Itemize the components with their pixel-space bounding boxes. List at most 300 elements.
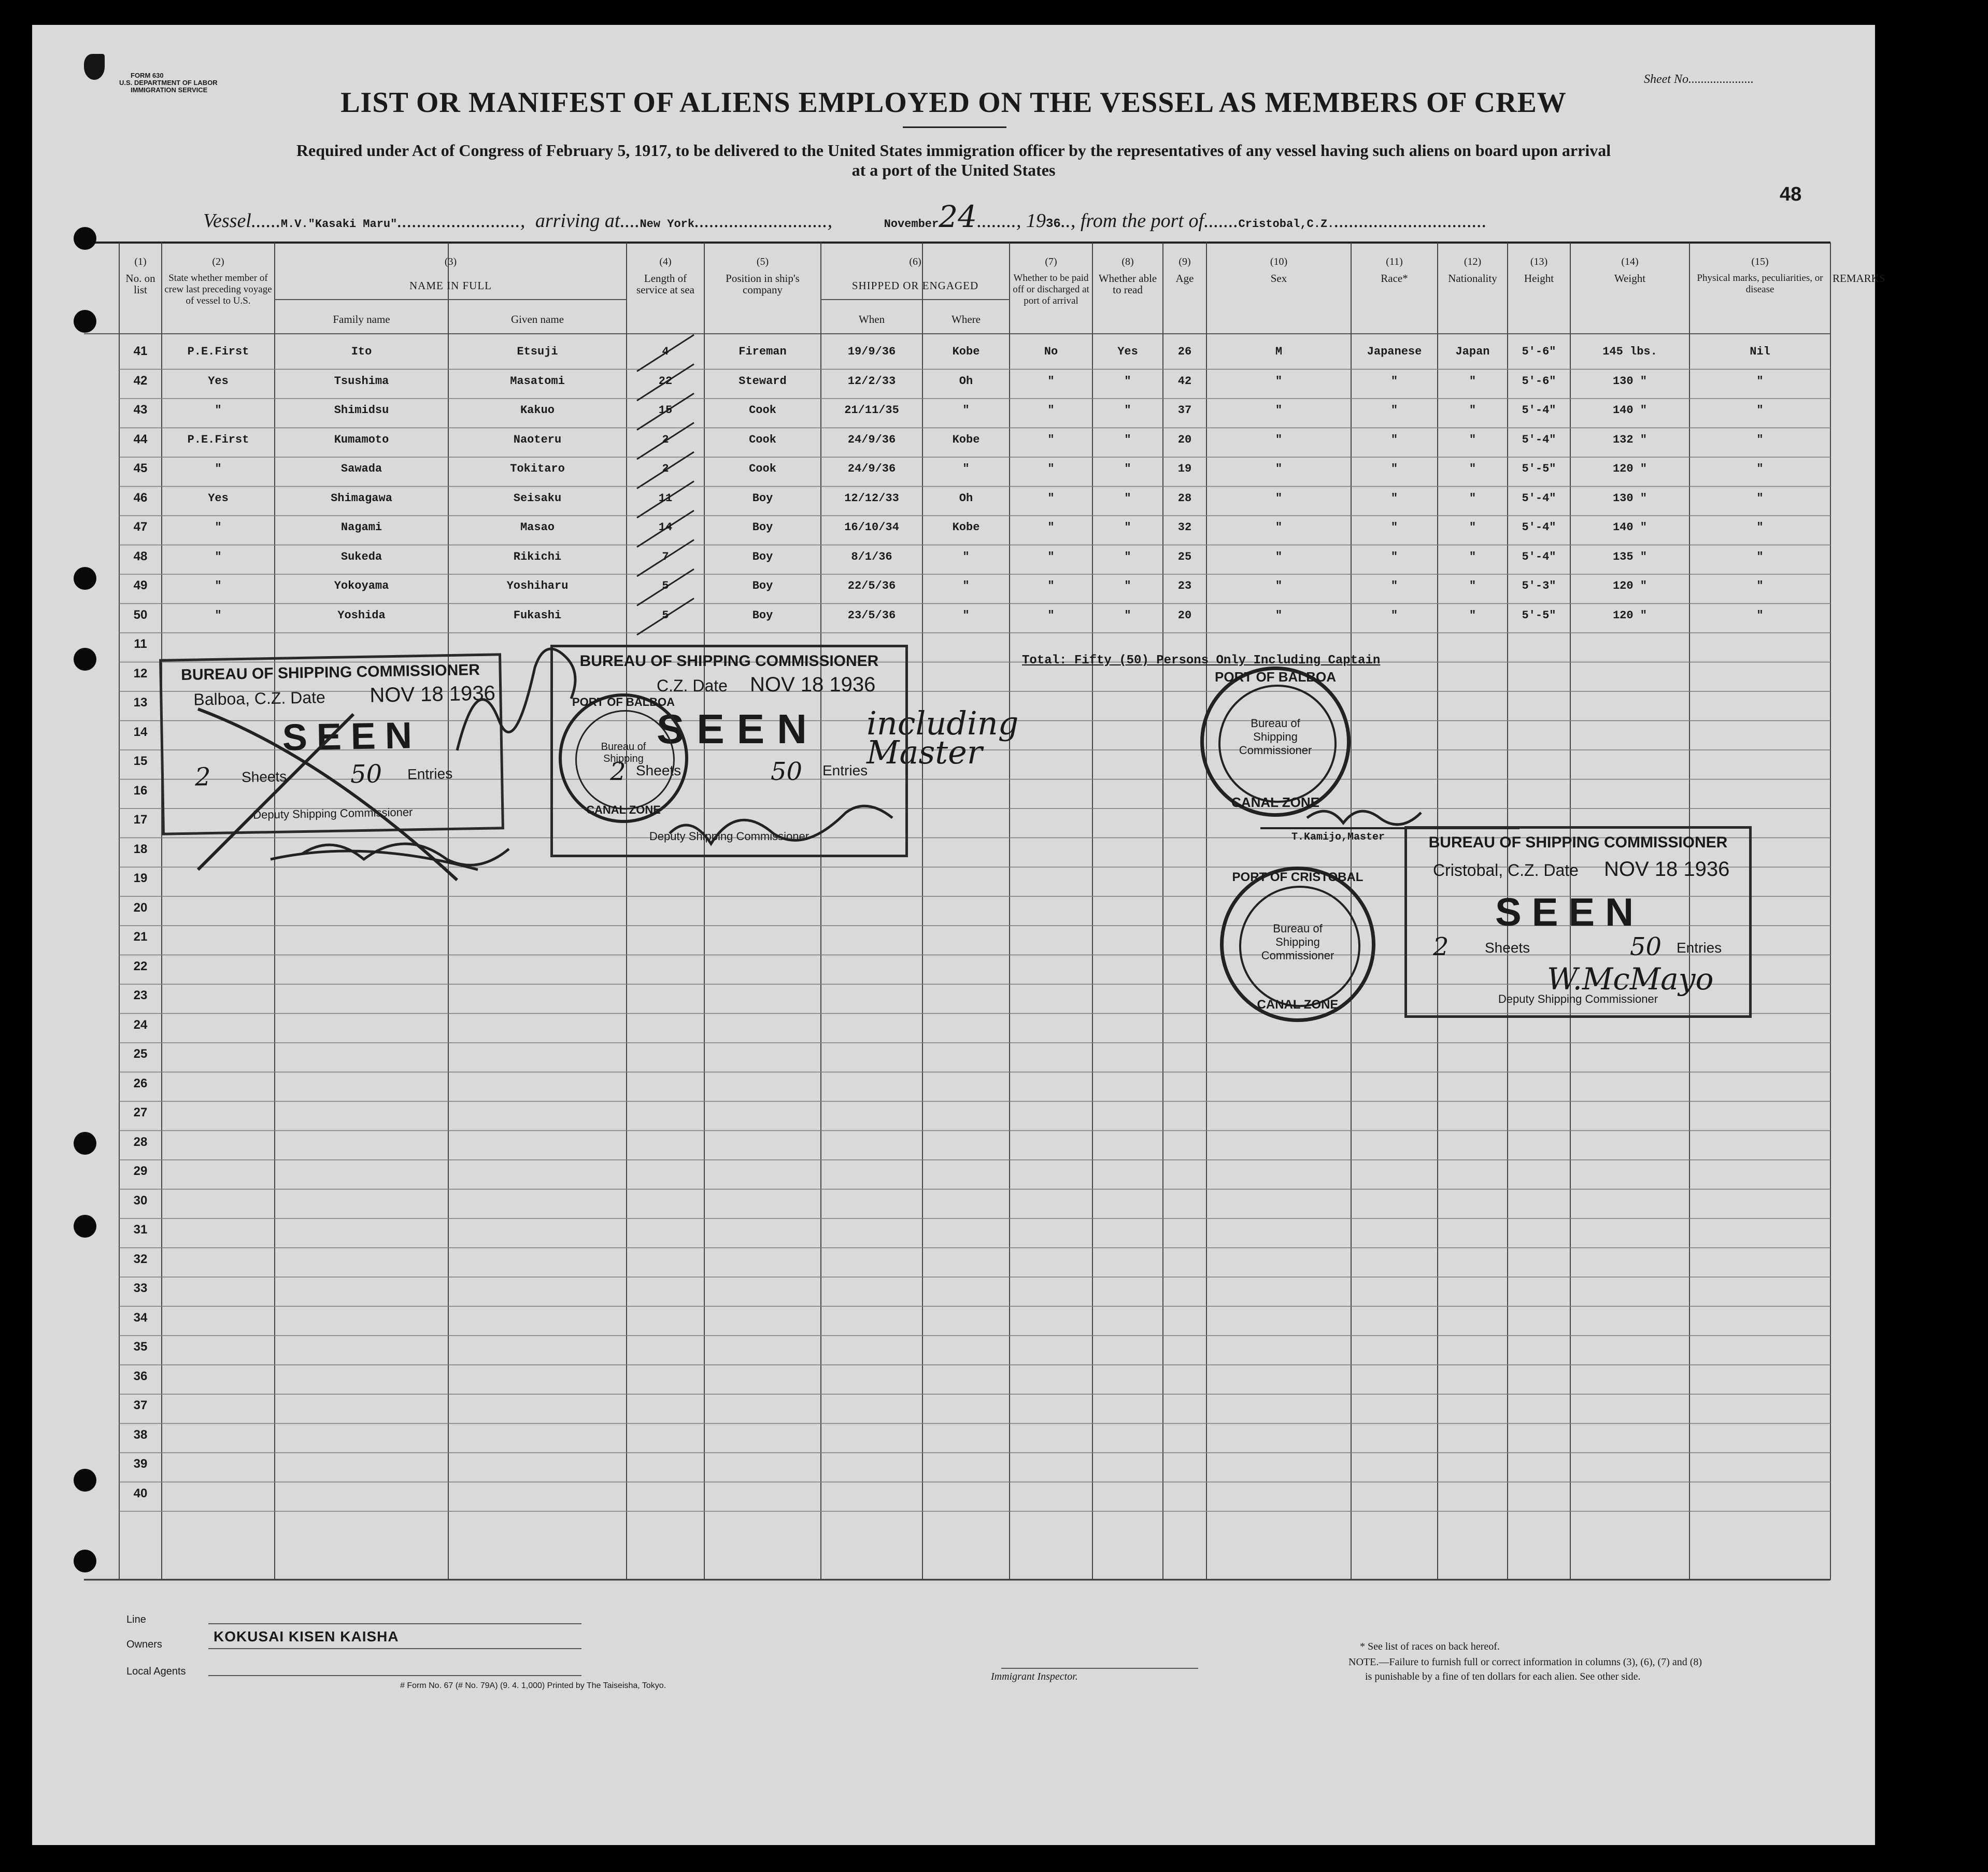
seal-bottom-text: CANAL ZONE	[1257, 998, 1339, 1012]
stamp-place-date-label: Balboa, C.Z. Date	[193, 688, 326, 709]
year-prefix: 19	[1026, 210, 1046, 232]
cell-given: Naoteru	[513, 433, 562, 446]
stamp-entries-value: 50	[1630, 932, 1662, 961]
stamp-seen: SEEN	[282, 714, 422, 759]
column-number: (13)	[1530, 256, 1548, 267]
form-number: FORM 630	[131, 72, 164, 79]
cell-weight: 132 "	[1612, 433, 1647, 446]
punch-hole	[74, 1550, 96, 1572]
cell-position: Boy	[752, 608, 773, 622]
cell-marks: "	[1756, 374, 1764, 388]
cell-marks: "	[1756, 550, 1764, 563]
footer-note-line2: is punishable by a fine of ten dollars for each alien. See other side.	[1365, 1671, 1641, 1682]
cell-paid: "	[1047, 579, 1055, 592]
cell-prev: "	[215, 608, 222, 622]
cell-read: Yes	[1117, 345, 1138, 358]
subtitle-line-1: Required under Act of Congress of February 5, 1917, to be delivered to the United States immigration officer by the representatives of any vessel having such aliens on board upon arrival	[296, 141, 1611, 160]
row-number: 35	[133, 1340, 148, 1354]
column-number: (4)	[659, 256, 672, 267]
cell-given: Rikichi	[513, 550, 562, 563]
row-number: 11	[134, 637, 147, 651]
cell-when: 12/2/33	[847, 374, 896, 388]
column-number: (3)	[444, 256, 457, 267]
row-number: 45	[133, 461, 148, 475]
row-number: 22	[133, 959, 148, 973]
cell-sex: "	[1275, 404, 1283, 417]
footer-owners-rule	[208, 1648, 581, 1649]
cell-prev: "	[215, 521, 222, 534]
cell-service: 5	[662, 579, 669, 592]
stamp-signature: W.McMayo	[1547, 961, 1714, 997]
stamp-bureau: BUREAU OF SHIPPING COMMISSIONER	[180, 661, 480, 684]
cell-given: Tokitaro	[510, 462, 565, 475]
cell-position: Steward	[739, 374, 787, 388]
cell-weight: 145 lbs.	[1602, 345, 1657, 358]
cell-service: 7	[662, 550, 669, 563]
column-number: (1)	[134, 256, 147, 267]
cell-when: 22/5/36	[847, 579, 896, 592]
cell-when: 24/9/36	[847, 433, 896, 446]
row-number: 41	[133, 344, 148, 358]
cell-marks: Nil	[1750, 345, 1770, 358]
cell-prev: "	[215, 462, 222, 475]
cell-where: Kobe	[952, 521, 980, 534]
row-number: 13	[133, 696, 148, 710]
cell-prev: P.E.First	[187, 433, 249, 446]
seal-center-text: Bureau of Shipping Commissioner	[1239, 717, 1312, 757]
stamp-date: NOV 18 1936	[750, 673, 876, 696]
cell-weight: 140 "	[1612, 404, 1647, 417]
cell-weight: 120 "	[1612, 579, 1647, 592]
cell-paid: "	[1047, 433, 1055, 446]
row-number: 31	[133, 1223, 148, 1237]
row-number: 49	[133, 578, 148, 592]
cell-where: "	[962, 462, 970, 475]
cell-age: 37	[1177, 404, 1192, 417]
column-number: (12)	[1464, 256, 1482, 267]
handwritten-signatures	[32, 25, 1875, 958]
cell-sex: M	[1275, 345, 1283, 358]
punch-hole	[74, 1469, 96, 1492]
footer-note-line1: NOTE.—Failure to furnish full or correct information in columns (3), (6), (7) and (8)	[1348, 1656, 1702, 1668]
cell-sex: "	[1275, 433, 1283, 446]
column-header: Weight	[1614, 272, 1646, 285]
cell-position: Boy	[752, 579, 773, 592]
cell-age: 20	[1177, 608, 1192, 622]
row-number: 33	[133, 1281, 148, 1295]
day-value: 24	[939, 199, 977, 234]
cell-service: 11	[658, 491, 673, 505]
row-number: 36	[133, 1369, 148, 1383]
row-number: 48	[133, 549, 148, 563]
cell-where: Kobe	[952, 345, 980, 358]
cell-when: 16/10/34	[844, 521, 899, 534]
cell-race: "	[1390, 579, 1398, 592]
cell-when: 19/9/36	[847, 345, 896, 358]
column-header: Whether able to read	[1098, 272, 1157, 296]
cell-family: Shimagawa	[331, 491, 392, 505]
column-header: REMARKS	[1833, 272, 1885, 285]
cell-service: 5	[662, 608, 669, 622]
cell-read: "	[1124, 521, 1131, 534]
cell-nationality: "	[1469, 433, 1476, 446]
cell-given: Seisaku	[513, 491, 562, 505]
stamp-sheets-label: Sheets	[1485, 940, 1530, 956]
row-number: 15	[133, 754, 148, 768]
row-number: 39	[133, 1457, 148, 1471]
row-number: 27	[133, 1105, 148, 1119]
subtitle-line-2: at a port of the United States	[851, 161, 1056, 179]
row-number: 37	[133, 1398, 148, 1412]
cell-marks: "	[1756, 491, 1764, 505]
cell-when: 21/11/35	[844, 404, 899, 417]
cell-position: Fireman	[739, 345, 787, 358]
cell-sex: "	[1275, 550, 1283, 563]
punch-hole	[74, 567, 96, 590]
cell-read: "	[1124, 404, 1131, 417]
row-number: 25	[133, 1047, 148, 1061]
column-number: (8)	[1121, 256, 1134, 267]
cell-age: 26	[1177, 345, 1192, 358]
row-number: 46	[133, 490, 148, 505]
row-number: 23	[133, 988, 148, 1002]
cell-where: "	[962, 404, 970, 417]
stamp-date: NOV 18 1936	[369, 682, 496, 707]
stamp-sheets-value: 2	[1433, 932, 1449, 961]
row-number: 20	[133, 900, 148, 915]
cell-weight: 130 "	[1612, 491, 1647, 505]
cell-age: 28	[1177, 491, 1192, 505]
cell-height: 5'-4"	[1522, 550, 1556, 563]
cell-position: Boy	[752, 550, 773, 563]
cell-height: 5'-6"	[1522, 374, 1556, 388]
cell-weight: 120 "	[1612, 608, 1647, 622]
cell-height: 5'-3"	[1522, 579, 1556, 592]
cell-height: 5'-4"	[1522, 491, 1556, 505]
cell-height: 5'-5"	[1522, 462, 1556, 475]
master-signature: T.Kamijo,Master	[1291, 831, 1385, 843]
column-subheader: Where	[952, 313, 981, 325]
cell-family: Yoshida	[337, 608, 386, 622]
stamp-entries-value: 50	[350, 759, 382, 789]
vessel-value: M.V."Kasaki Maru"	[280, 218, 397, 231]
stamp-sheets-value: 2	[610, 757, 626, 786]
cell-where: Oh	[959, 491, 973, 505]
year-value: 36	[1046, 217, 1061, 231]
cell-service: 15	[658, 404, 673, 417]
cell-age: 23	[1177, 579, 1192, 592]
row-number: 38	[133, 1427, 148, 1442]
row-number: 28	[133, 1134, 148, 1149]
month-value: November	[884, 218, 939, 231]
column-subheader: Given name	[510, 313, 564, 325]
footer-owners-label: Owners	[126, 1639, 162, 1650]
cell-age: 25	[1177, 550, 1192, 563]
cell-age: 42	[1177, 374, 1192, 388]
cell-service: 2	[662, 462, 669, 475]
cell-sex: "	[1275, 462, 1283, 475]
cell-height: 5'-4"	[1522, 404, 1556, 417]
cell-family: Tsushima	[334, 374, 389, 388]
cell-height: 5'-6"	[1522, 345, 1556, 358]
cell-prev: Yes	[208, 374, 229, 388]
cell-service: 2	[662, 433, 669, 446]
column-header: Height	[1524, 272, 1554, 285]
column-number: (11)	[1386, 256, 1403, 267]
footer-agents-label: Local Agents	[126, 1666, 186, 1677]
row-number: 47	[133, 520, 148, 534]
cell-race: "	[1390, 462, 1398, 475]
cell-age: 20	[1177, 433, 1192, 446]
cell-read: "	[1124, 550, 1131, 563]
cell-family: Nagami	[340, 521, 382, 534]
cell-family: Yokoyama	[334, 579, 389, 592]
stamp-entries-label: Entries	[822, 762, 868, 778]
row-number: 12	[133, 666, 148, 680]
cell-where: "	[962, 550, 970, 563]
cell-family: Ito	[351, 345, 372, 358]
column-number: (2)	[212, 256, 224, 267]
row-number: 24	[133, 1017, 148, 1032]
punch-hole	[74, 648, 96, 671]
column-number: (6)	[909, 256, 921, 267]
column-header: Age	[1175, 272, 1194, 285]
cell-nationality: "	[1469, 550, 1476, 563]
row-number: 44	[133, 432, 148, 446]
cell-service: 4	[662, 345, 669, 358]
cell-weight: 140 "	[1612, 521, 1647, 534]
punch-hole	[74, 1215, 96, 1238]
arriving-label: arriving at	[535, 210, 620, 232]
row-number: 50	[133, 607, 148, 622]
cell-age: 32	[1177, 521, 1192, 534]
stamp-entries-label: Entries	[1677, 940, 1722, 956]
footer-inspector: Immigrant Inspector.	[991, 1671, 1078, 1682]
column-header: Position in ship's company	[726, 272, 800, 296]
seal-top-text: PORT OF BALBOA	[572, 696, 675, 708]
cell-weight: 120 "	[1612, 462, 1647, 475]
row-number: 16	[133, 783, 148, 798]
cell-family: Sawada	[340, 462, 382, 475]
punch-hole	[74, 1132, 96, 1155]
cell-service: 14	[658, 521, 673, 534]
cell-paid: "	[1047, 521, 1055, 534]
column-subheader: When	[858, 313, 885, 325]
cell-race: "	[1390, 491, 1398, 505]
footer-line-label: Line	[126, 1614, 146, 1625]
row-number: 30	[133, 1193, 148, 1208]
cell-prev: Yes	[208, 491, 229, 505]
stamp-place-date-label: C.Z. Date	[657, 676, 728, 695]
cell-height: 5'-4"	[1522, 521, 1556, 534]
cell-given: Fukashi	[513, 608, 562, 622]
cell-read: "	[1124, 491, 1131, 505]
cell-position: Cook	[749, 404, 776, 417]
row-number: 40	[133, 1486, 148, 1500]
stamp-deputy: Deputy Shipping Commissioner	[253, 805, 413, 821]
column-header: Race*	[1381, 272, 1408, 285]
footer-inspector-rule	[1001, 1668, 1198, 1669]
row-number: 42	[133, 373, 148, 388]
cell-race: "	[1390, 521, 1398, 534]
cell-race: "	[1390, 374, 1398, 388]
vessel-label: Vessel......	[203, 210, 281, 232]
row-number: 19	[133, 871, 148, 885]
stamp-bureau: BUREAU OF SHIPPING COMMISSIONER	[1428, 834, 1728, 851]
cell-service: 22	[658, 374, 673, 388]
cell-paid: "	[1047, 462, 1055, 475]
stamp-entries-label: Entries	[407, 765, 453, 783]
column-number: (14)	[1621, 256, 1639, 267]
manifest-sheet	[32, 25, 1885, 1845]
stamp-sheets-label: Sheets	[636, 762, 681, 778]
cell-where: "	[962, 608, 970, 622]
cell-race: "	[1390, 550, 1398, 563]
cell-paid: "	[1047, 374, 1055, 388]
cell-when: 24/9/36	[847, 462, 896, 475]
row-number: 21	[133, 930, 148, 944]
column-number: (5)	[756, 256, 769, 267]
column-header: State whether member of crew last preceding voyage of vessel to U.S.	[164, 273, 272, 306]
handwritten-note: including Master	[867, 704, 1019, 771]
cell-nationality: "	[1469, 521, 1476, 534]
cell-family: Kumamoto	[334, 433, 389, 446]
cell-nationality: "	[1469, 579, 1476, 592]
footer-agents-rule	[208, 1675, 581, 1676]
cell-nationality: "	[1469, 491, 1476, 505]
stamp-sheets-label: Sheets	[241, 768, 287, 786]
column-header: Sex	[1270, 272, 1287, 285]
stamp-bureau: BUREAU OF SHIPPING COMMISSIONER	[579, 653, 879, 670]
cell-read: "	[1124, 433, 1131, 446]
punch-hole	[74, 227, 96, 250]
stamp-entries-value: 50	[771, 757, 803, 786]
seal-top-text: PORT OF CRISTOBAL	[1232, 870, 1364, 884]
cell-family: Sukeda	[340, 550, 382, 563]
row-number: 34	[133, 1310, 148, 1325]
row-number: 14	[133, 725, 148, 739]
column-header: Nationality	[1448, 272, 1497, 285]
cell-paid: "	[1047, 550, 1055, 563]
cell-nationality: "	[1469, 404, 1476, 417]
cell-race: Japanese	[1367, 345, 1422, 358]
stamp-seen: SEEN	[657, 706, 819, 752]
cell-position: Boy	[752, 491, 773, 505]
cell-nationality: "	[1469, 374, 1476, 388]
cell-where: Oh	[959, 374, 973, 388]
cell-position: Cook	[749, 462, 776, 475]
cell-given: Yoshiharu	[506, 579, 569, 592]
page-number: 48	[1780, 183, 1802, 205]
cell-sex: "	[1275, 491, 1283, 505]
cell-marks: "	[1756, 521, 1764, 534]
seal-bottom-text: CANAL ZONE	[586, 803, 661, 816]
cell-paid: No	[1044, 345, 1058, 358]
cell-when: 23/5/36	[847, 608, 896, 622]
column-number: (7)	[1045, 256, 1057, 267]
cell-prev: "	[215, 550, 222, 563]
seal-top-text: PORT OF BALBOA	[1215, 669, 1336, 685]
cell-prev: "	[215, 579, 222, 592]
cell-weight: 130 "	[1612, 374, 1647, 388]
cell-marks: "	[1756, 608, 1764, 622]
column-number: (9)	[1178, 256, 1191, 267]
column-number: (10)	[1270, 256, 1288, 267]
sheet-number-label: Sheet No.....................	[1644, 73, 1754, 86]
cell-paid: "	[1047, 491, 1055, 505]
cell-weight: 135 "	[1612, 550, 1647, 563]
cell-family: Shimidsu	[334, 404, 389, 417]
stamp-deputy: Deputy Shipping Commissioner	[1498, 992, 1658, 1005]
cell-read: "	[1124, 608, 1131, 622]
cell-marks: "	[1756, 433, 1764, 446]
cell-marks: "	[1756, 404, 1764, 417]
cell-given: Kakuo	[520, 404, 555, 417]
stamp-date: NOV 18 1936	[1604, 858, 1730, 881]
cell-position: Cook	[749, 433, 776, 446]
column-header: Whether to be paid off or discharged at port of arrival	[1013, 273, 1089, 306]
cell-given: Masatomi	[510, 374, 565, 388]
from-label: from the port of	[1080, 210, 1204, 232]
cell-race: "	[1390, 608, 1398, 622]
service-label: IMMIGRATION SERVICE	[131, 86, 208, 94]
cell-where: "	[962, 579, 970, 592]
cell-when: 12/12/33	[844, 491, 899, 505]
cell-when: 8/1/36	[851, 550, 892, 563]
total-line: Total: Fifty (50) Persons Only Including Captain	[1022, 654, 1381, 668]
seal-center-text: Bureau of Shipping Commissioner	[1261, 922, 1334, 962]
footer-line-rule	[208, 1623, 581, 1624]
cell-nationality: Japan	[1455, 345, 1490, 358]
cell-marks: "	[1756, 462, 1764, 475]
column-header: NAME IN FULL	[409, 279, 492, 292]
cell-read: "	[1124, 374, 1131, 388]
seal-center-text: Bureau of Shipping	[601, 741, 646, 764]
row-number: 26	[133, 1076, 148, 1090]
cell-read: "	[1124, 462, 1131, 475]
footer-printer: # Form No. 67 (# No. 79A) (9. 4. 1,000) Printed by The Taiseisha, Tokyo.	[400, 1681, 666, 1690]
stamp-seen: SEEN	[1495, 890, 1644, 934]
vessel-line: Vessel......M.V."Kasaki Maru"........................., arriving at....New York..........................., November24........, 1936.., from the port of.......Cristobal,C.Z................................	[203, 199, 1487, 234]
column-subheader: Family name	[333, 313, 390, 325]
cell-race: "	[1390, 433, 1398, 446]
stamp-place-date-label: Cristobal, C.Z. Date	[1433, 861, 1579, 880]
cell-nationality: "	[1469, 608, 1476, 622]
cell-given: Etsuji	[517, 345, 558, 358]
cell-nationality: "	[1469, 462, 1476, 475]
column-header: SHIPPED OR ENGAGED	[851, 279, 979, 292]
row-number: 43	[133, 403, 148, 417]
stamp-deputy: Deputy Shipping Commissioner	[649, 830, 810, 843]
cell-sex: "	[1275, 579, 1283, 592]
cell-prev: "	[215, 404, 222, 417]
stamp-sheets-value: 2	[194, 762, 211, 792]
department-label: U.S. DEPARTMENT OF LABOR	[119, 79, 218, 87]
column-header: Physical marks, peculiarities, or disease	[1697, 273, 1823, 295]
cell-race: "	[1390, 404, 1398, 417]
cell-height: 5'-5"	[1522, 608, 1556, 622]
row-number: 32	[133, 1252, 148, 1266]
cell-given: Masao	[520, 521, 555, 534]
row-number: 29	[133, 1164, 148, 1178]
cell-paid: "	[1047, 404, 1055, 417]
cell-position: Boy	[752, 521, 773, 534]
footer-owners-value: KOKUSAI KISEN KAISHA	[214, 1628, 399, 1644]
punch-hole	[74, 310, 96, 333]
row-number: 17	[133, 813, 148, 827]
cell-where: Kobe	[952, 433, 980, 446]
cell-sex: "	[1275, 521, 1283, 534]
